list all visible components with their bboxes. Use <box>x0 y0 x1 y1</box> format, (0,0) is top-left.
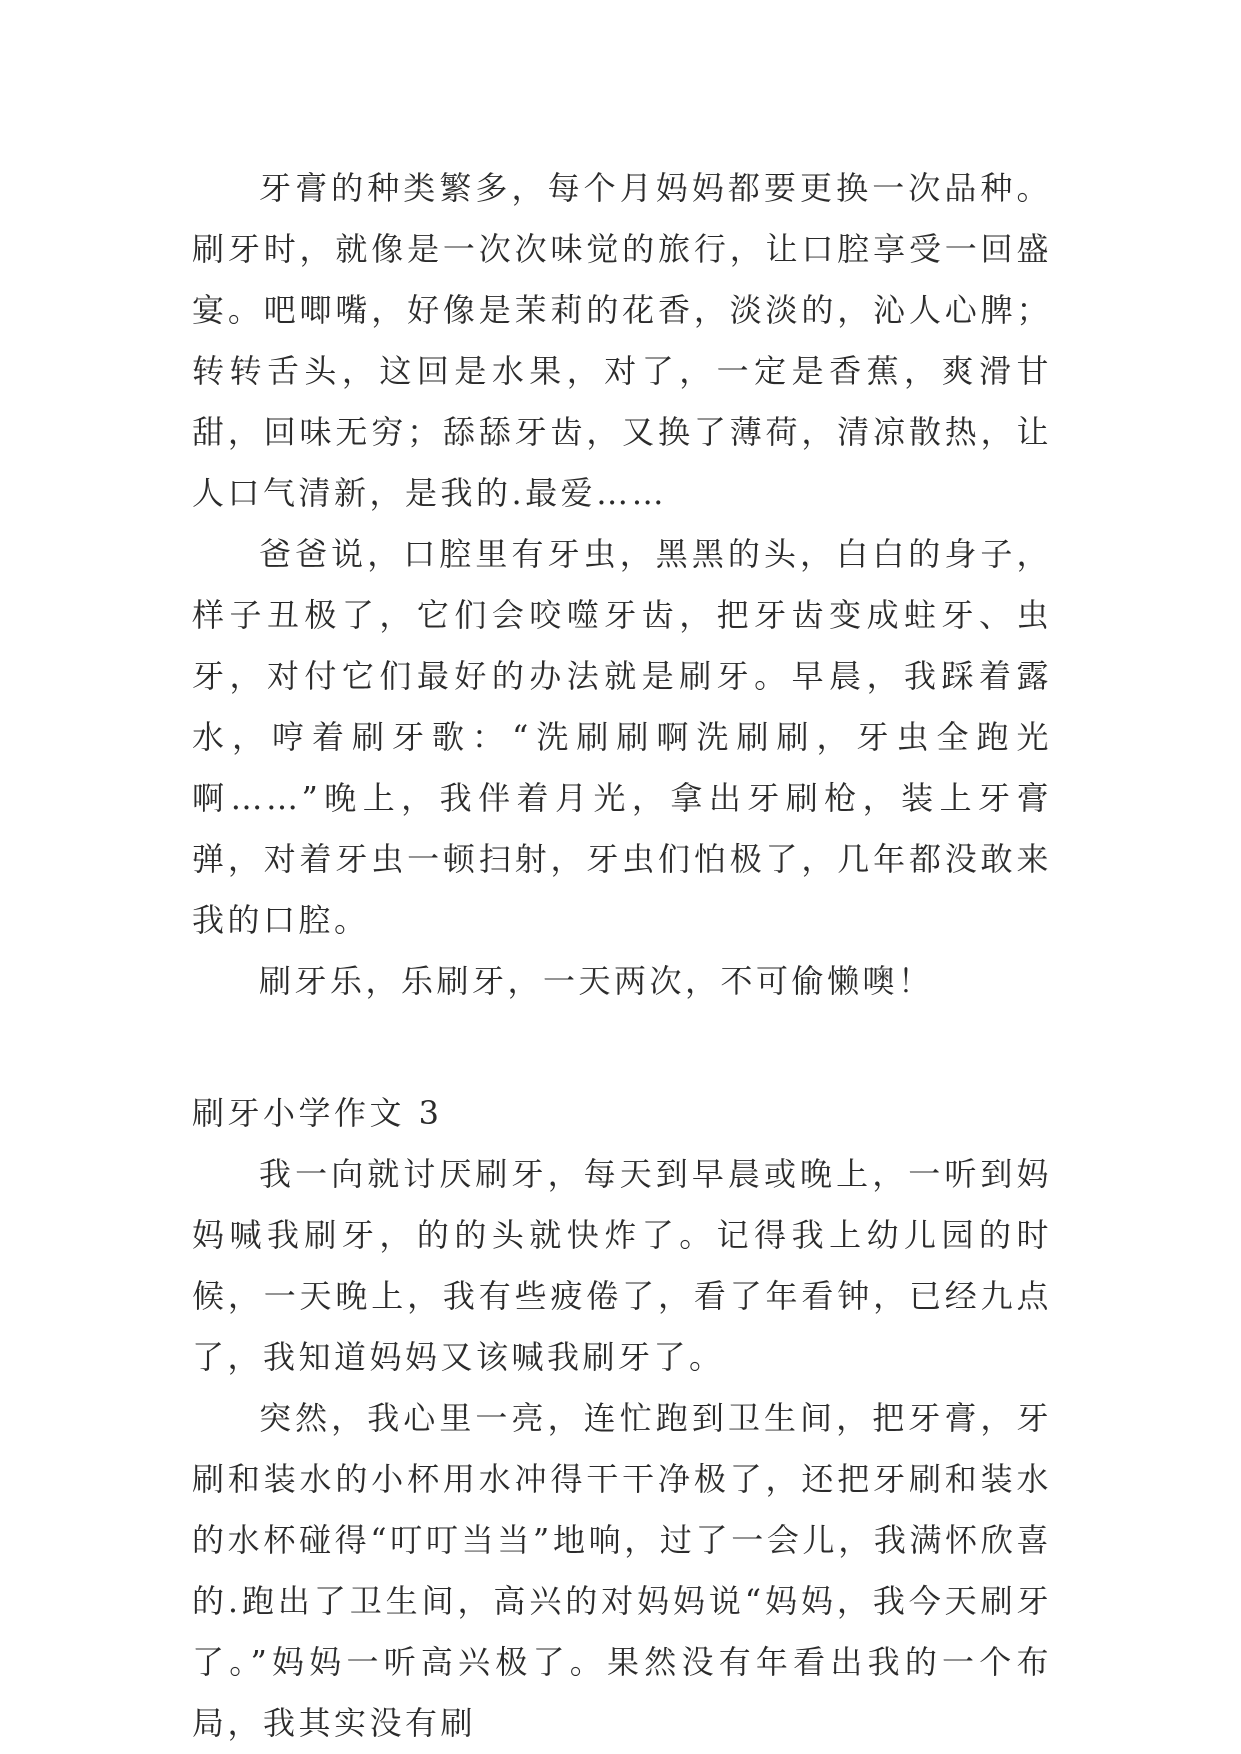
section-heading: 刷牙小学作文 3 <box>192 1094 443 1132</box>
paragraph-brushing-joy: 刷牙乐，乐刷牙，一天两次，不可偷懒噢！ <box>259 962 934 1000</box>
paragraph-bathroom-trick: 突然，我心里一亮，连忙跑到卫生间，把牙膏，牙刷和装水的小杯用水冲得干干净极了，还把牙刷和装水的水杯碰得“叮叮当当”地响，过了一会儿，我满怀欣喜的.跑出了卫生间，高兴的对妈妈说“妈妈，我今天刷牙了。”妈妈一听高兴极了。果然没有年看出我的一个布局，我其实没有刷 <box>192 1399 1052 1742</box>
paragraph-hate-brushing: 我一向就讨厌刷牙，每天到早晨或晚上，一听到妈妈喊我刷牙，的的头就快炸了。记得我上幼儿园的时候，一天晚上，我有些疲倦了，看了年看钟，已经九点了，我知道妈妈又该喊我刷牙了。 <box>192 1155 1052 1376</box>
document-body <box>192 158 1052 1754</box>
paragraph-toothpaste-flavors: 牙膏的种类繁多，每个月妈妈都要更换一次品种。刷牙时，就像是一次次味觉的旅行，让口腔享受一回盛宴。吧唧嘴，好像是茉莉的花香，淡淡的，沁人心脾；转转舌头，这回是水果，对了，一定是香蕉，爽滑甘甜，回味无穷；舔舔牙齿，又换了薄荷，清凉散热，让人口气清新，是我的.最爱…… <box>192 169 1052 512</box>
paragraph-tooth-bugs: 爸爸说，口腔里有牙虫，黑黑的头，白白的身子，样子丑极了，它们会咬噬牙齿，把牙齿变成蛀牙、虫牙，对付它们最好的办法就是刷牙。早晨，我踩着露水，哼着刷牙歌：“洗刷刷啊洗刷刷，牙虫全跑光啊……”晚上，我伴着月光，拿出牙刷枪，装上牙膏弹，对着牙虫一顿扫射，牙虫们怕极了，几年都没敢来我的口腔。 <box>192 535 1052 939</box>
